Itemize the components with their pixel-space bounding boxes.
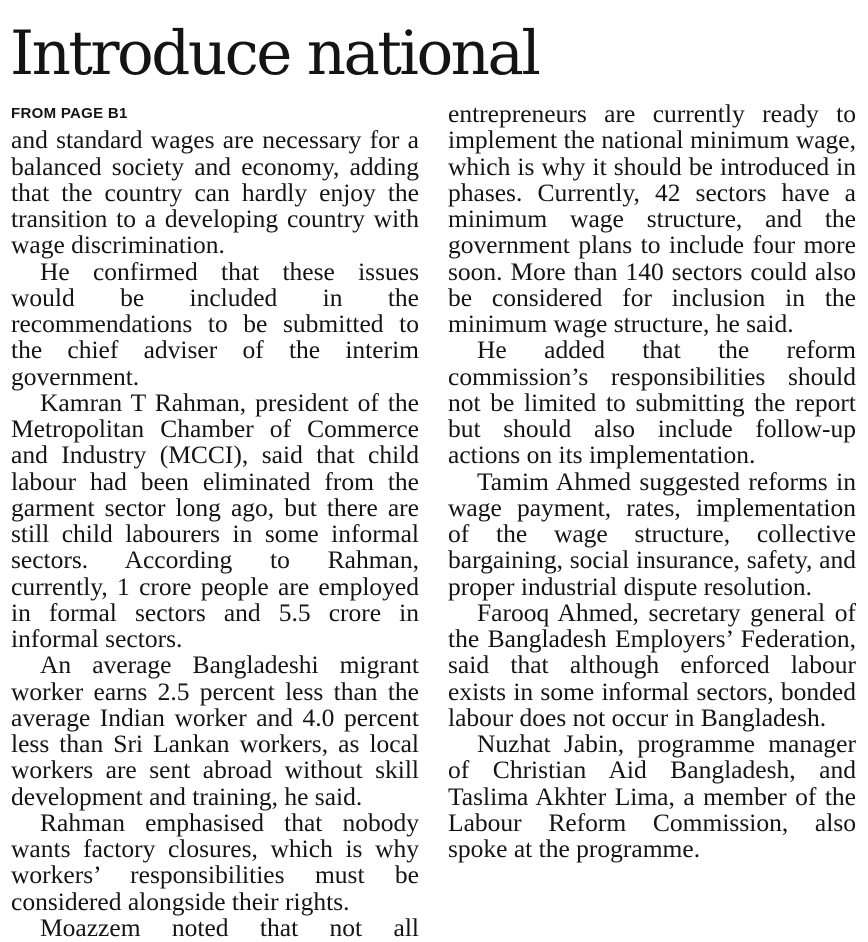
- paragraph: Kamran T Rahman, president of the Metropolitan Chamber of Commerce and Industry (MCCI), said that child labour had been eliminated from the garment sector long ago, but there are still child labourers in some informal sectors. According to Rahman, currently, 1 crore people are employed in formal sectors and 5.5 crore in informal sectors.: [11, 387, 419, 653]
- paragraph: Farooq Ahmed, secretary general of the Bangladesh Employers’ Federation, said that although enforced labour exists in some informal sectors, bonded labour does not occur in Bangladesh.: [448, 597, 856, 732]
- paragraph: and standard wages are necessary for a balanced society and economy, adding that the country can hardly enjoy the transition to a developing country with wage discrimination.: [11, 125, 419, 260]
- jump-line: FROM PAGE B1: [11, 105, 128, 122]
- paragraph: Nuzhat Jabin, programme manager of Christian Aid Bangladesh, and Taslima Akhter Lima, a member of the Labour Reform Commission, also spoke at the programme.: [448, 729, 856, 863]
- paragraph: He confirmed that these issues would be included in the recommendations to be submitted to the chief adviser of the interim government.: [11, 256, 419, 391]
- paragraph: An average Bangladeshi migrant worker earns 2.5 percent less than the average Indian worker and 4.0 percent less than Sri Lankan workers, as local workers are sent abroad without skill development and training, he said.: [11, 650, 419, 811]
- paragraph: Tamim Ahmed suggested reforms in wage payment, rates, implementation of the wage structure, collective bargaining, social insurance, safety, and proper industrial dispute resolution.: [448, 466, 856, 601]
- paragraph: He added that the reform commission’s responsibilities should not be limited to submitting the report but should also include follow-up actions on its implementation.: [448, 335, 856, 470]
- paragraph: entrepreneurs are currently ready to implement the national minimum wage, which is why it should be introduced in phases. Currently, 42 sectors have a minimum wage structure, and the government plans to include four more soon. More than 140 sectors could also be considered for inclusion in the minimum wage structure, he said.: [448, 99, 856, 338]
- article-column-left: [11, 101, 419, 941]
- headline: Introduce national: [10, 18, 539, 89]
- paragraph: Rahman emphasised that nobody wants factory closures, which is why workers’ responsibilities must be considered alongside their rights.: [11, 807, 419, 916]
- paragraph: Moazzem noted that not all: [40, 912, 419, 942]
- article-column-right: [448, 101, 856, 862]
